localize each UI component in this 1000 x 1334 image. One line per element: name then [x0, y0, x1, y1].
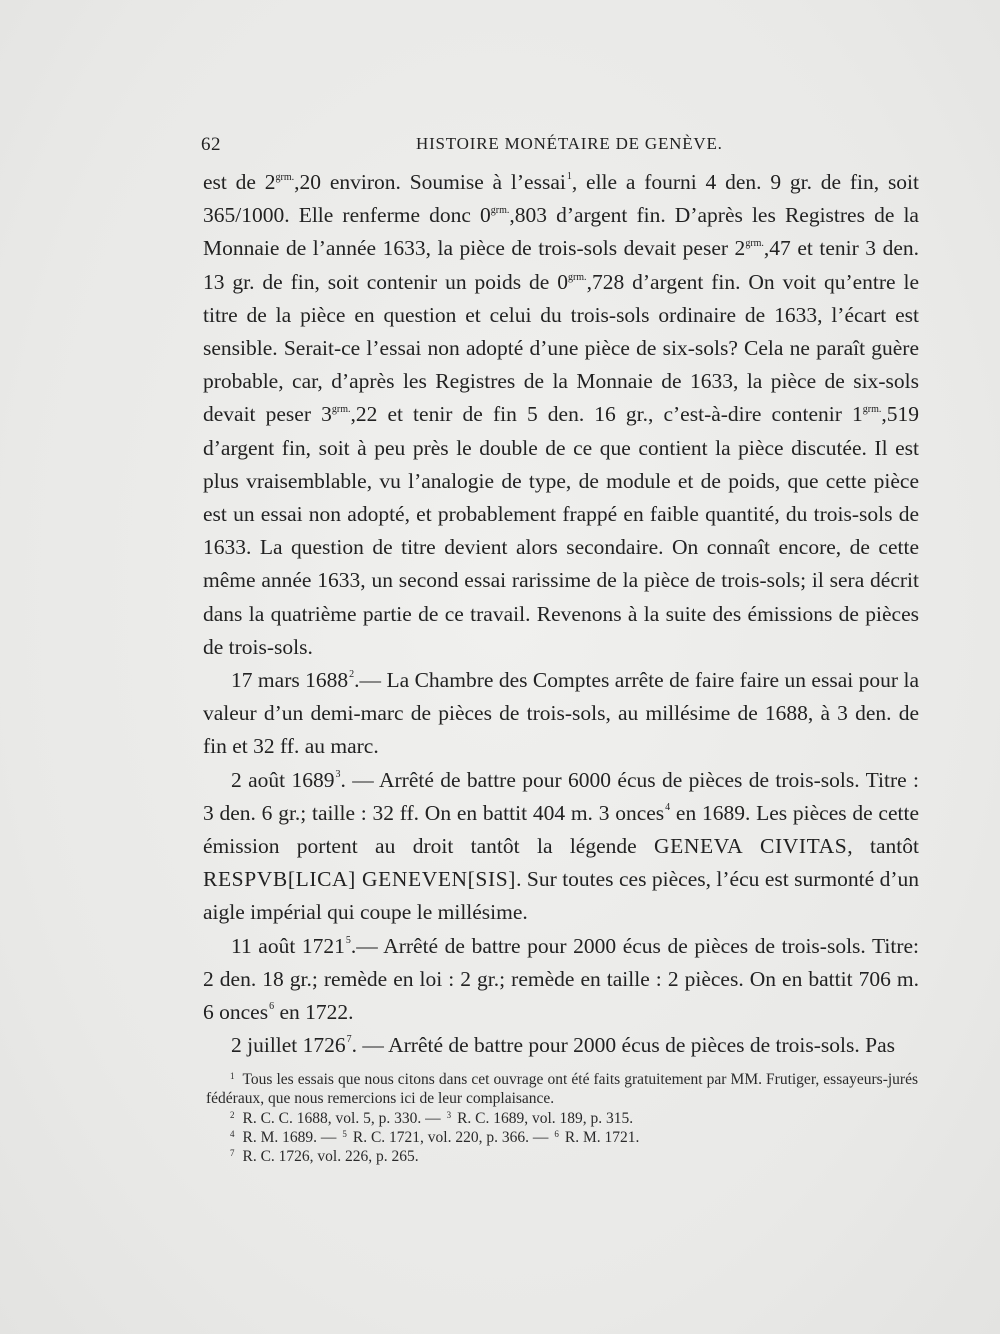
- text-run: 2 août 1689: [231, 767, 335, 792]
- footnote-text: Tous les essais que nous citons dans cet ouvrage ont été faits gratuitement par MM. Frutiger, essayeurs-jurés fédéraux, que nous remercions ici de leur complaisance.: [206, 1071, 918, 1108]
- footnote-ref: 4: [665, 801, 671, 813]
- text-run: ,519 d’argent fin, soit à peu près le double de ce que contient la pièce discutée. Il est plus vraisemblable, vu l’analogie de type, de module et de poids, que cette pièce est un essai non adopté, et probablement frappé en faible quantité, du trois-sols de 1633. La question de titre devient alors secondaire. On connaît encore, de cette même année 1633, un second essai rarissime de la pièce de trois-sols; il sera décrit dans la quatrième partie de ce travail. Revenons à la suite des émissions de pièces de trois-sols.: [203, 402, 919, 659]
- running-title: HISTOIRE MONÉTAIRE DE GENÈVE.: [416, 134, 723, 153]
- paragraph-1689: [203, 764, 919, 930]
- footnote-ref: 2: [349, 669, 355, 681]
- text-run: est de 2: [203, 170, 276, 194]
- text-run: 2 juillet 1726: [231, 1033, 346, 1058]
- footnote-ref: 3: [335, 768, 341, 780]
- footnote-text: R. C. 1726, vol. 226, p. 265.: [242, 1148, 419, 1166]
- paragraph-1726: [203, 1029, 919, 1062]
- text-run: 11 août 1721: [231, 933, 345, 958]
- text-run: .— La Chambre des Comptes arrête de faire faire un essai pour la valeur d’un demi-marc de pièces de trois-sols, au millésime de 1688, à 3 den. de fin et 32 ff. au marc.: [203, 668, 920, 759]
- paragraph-continuation: [203, 166, 919, 664]
- footnote-7: [206, 1147, 918, 1166]
- footnote-mark: 6: [554, 1128, 559, 1139]
- footnote-ref: 1: [566, 171, 572, 182]
- footnote-ref: 7: [346, 1034, 352, 1046]
- text-run: ,47 et tenir 3 den. 13 gr. de fin, soit contenir un poids de 0: [203, 236, 920, 294]
- page-number: 62: [201, 134, 221, 155]
- footnote-mark: 2: [230, 1109, 235, 1120]
- footnote-mark: 4: [230, 1128, 235, 1139]
- body-text: [203, 166, 919, 1062]
- text-run: ,20 environ. Soumise à l’essai: [294, 170, 566, 194]
- text-run: .— Arrêté de battre pour 2000 écus de pièces de trois-sols. Titre: 2 den. 18 gr.; remède en loi : 2 gr.; remède en taille : 2 pièces. On en battit 706 m. 6 onces: [203, 933, 919, 1025]
- footnote-mark: 1: [230, 1071, 235, 1081]
- paragraph-1688: [203, 664, 919, 764]
- footnote-4-5-6: [206, 1128, 918, 1147]
- footnote-2-3: [206, 1109, 918, 1128]
- text-run: en 1689. Les pièces de cette émission portent au droit tantôt la légende: [203, 800, 919, 859]
- unit-superscript: grm.: [745, 238, 764, 250]
- legend-text: GENEVA CIVITAS: [654, 834, 848, 859]
- legend-text: RESPVB[LICA] GENEVEN[SIS]: [203, 867, 517, 892]
- text-run: ,22 et tenir de fin 5 den. 16 gr., c’est-à-dire contenir 1: [350, 402, 863, 427]
- footnote-text: R. M. 1721.: [564, 1128, 640, 1146]
- footnotes: [206, 1070, 918, 1166]
- text-run: ,803 d’argent fin. D’après les Registres de la Monnaie de l’année 1633, la pièce de trois-sols devait peser 2: [203, 203, 919, 261]
- unit-superscript: grm.: [490, 205, 510, 217]
- text-run: 17 mars 1688: [231, 668, 349, 693]
- text-run: . — Arrêté de battre pour 6000 écus de pièces de trois-sols. Titre : 3 den. 6 gr.; taille : 32 ff. On en battit 404 m. 3 onces: [203, 767, 919, 825]
- text-run: . — Arrêté de battre pour 2000 écus de pièces de trois-sols. Pas: [351, 1033, 895, 1058]
- unit-superscript: grm.: [862, 404, 882, 416]
- footnote-mark: 3: [446, 1109, 452, 1120]
- footnote-ref: 5: [345, 934, 351, 946]
- footnote-text: R. C. 1689, vol. 189, p. 315.: [457, 1109, 634, 1127]
- running-head: [201, 130, 911, 160]
- paragraph-1721: [203, 930, 919, 1030]
- text-run: ,728 d’argent fin. On voit qu’entre le titre de la pièce en question et celui du trois-sols ordinaire de 1633, l’écart est sensible. Serait-ce l’essai non adopté d’une pièce de six-sols? Cela ne paraît guère probable, car, d’après les Registres de la Monnaie de 1633, la pièce de six-sols devait peser 3: [203, 269, 919, 427]
- text-run: , elle a fourni 4 den. 9 gr. de fin, soit 365/1000. Elle renferme donc 0: [203, 170, 920, 228]
- unit-superscript: grm.: [275, 172, 295, 183]
- text-run: en 1722.: [274, 1000, 354, 1025]
- unit-superscript: grm.: [567, 271, 587, 283]
- text-run: . Sur toutes ces pièces, l’écu est surmonté d’un aigle impérial qui coupe le millésime.: [203, 867, 919, 925]
- footnote-1: [206, 1070, 918, 1109]
- footnote-text: R. M. 1689. —: [242, 1128, 337, 1146]
- footnote-text: R. C. C. 1688, vol. 5, p. 330. —: [242, 1109, 441, 1127]
- unit-superscript: grm.: [331, 404, 351, 416]
- text-run: , tantôt: [847, 834, 919, 859]
- footnote-mark: 5: [342, 1128, 347, 1139]
- footnote-ref: 6: [269, 1001, 275, 1013]
- footnote-mark: 7: [230, 1148, 235, 1159]
- footnote-text: R. C. 1721, vol. 220, p. 366. —: [352, 1128, 549, 1146]
